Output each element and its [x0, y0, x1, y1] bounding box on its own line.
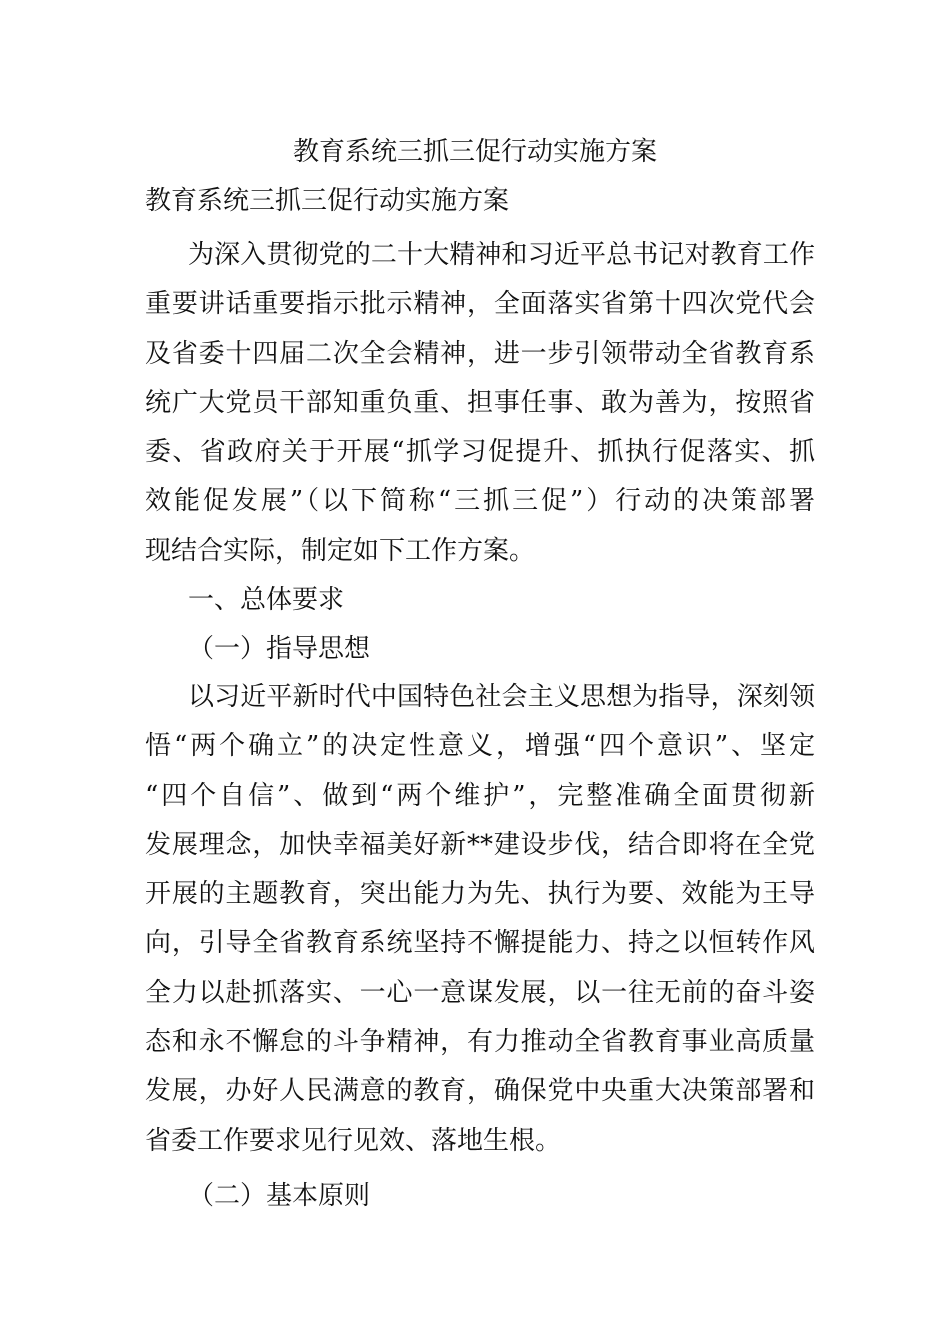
intro-line: 效能促发展”（以下简称“三抓三促”）行动的决策部署	[145, 486, 815, 517]
intro-line: 委、省政府关于开展“抓学习促提升、抓执行促落实、抓	[145, 437, 815, 468]
intro-line: 为深入贯彻党的二十大精神和习近平总书记对教育工作	[188, 240, 815, 270]
section-heading: 一、总体要求	[188, 585, 345, 615]
guiding-line: 向，引导全省教育系统坚持不懈提能力、持之以恒转作风	[145, 928, 815, 959]
subsection-heading: （一）指导思想	[188, 634, 371, 664]
intro-paragraph	[145, 231, 815, 576]
guiding-line: 态和永不懈怠的斗争精神，有力推动全省教育事业高质量	[145, 1027, 815, 1058]
guiding-line: 发展，办好人民满意的教育，确保党中央重大决策部署和	[145, 1076, 815, 1107]
guiding-line: 以习近平新时代中国特色社会主义思想为指导，深刻领	[188, 682, 815, 712]
intro-line: 重要讲话重要指示批示精神，全面落实省第十四次党代会	[145, 289, 815, 320]
document-subtitle: 教育系统三抓三促行动实施方案	[145, 186, 510, 216]
intro-line: 及省委十四届二次全会精神，进一步引领带动全省教育系	[145, 338, 815, 369]
guiding-line: 全力以赴抓落实、一心一意谋发展，以一往无前的奋斗姿	[145, 977, 815, 1008]
intro-line: 统广大党员干部知重负重、担事任事、敢为善为，按照省	[145, 387, 815, 418]
subsection-heading: （二）基本原则	[188, 1181, 371, 1211]
intro-line: 现结合实际，制定如下工作方案。	[145, 535, 536, 566]
guiding-line: 悟“两个确立”的决定性意义，增强“四个意识”、坚定	[145, 731, 815, 762]
guiding-line: 发展理念，加快幸福美好新**建设步伐，结合即将在全党	[145, 829, 815, 860]
document-title: 教育系统三抓三促行动实施方案	[292, 137, 657, 167]
guiding-line: “四个自信”、做到“两个维护”，完整准确全面贯彻新	[145, 780, 815, 811]
guiding-paragraph	[145, 673, 815, 1166]
guiding-line: 开展的主题教育，突出能力为先、执行为要、效能为王导	[145, 879, 815, 910]
guiding-line: 省委工作要求见行见效、落地生根。	[145, 1125, 562, 1156]
